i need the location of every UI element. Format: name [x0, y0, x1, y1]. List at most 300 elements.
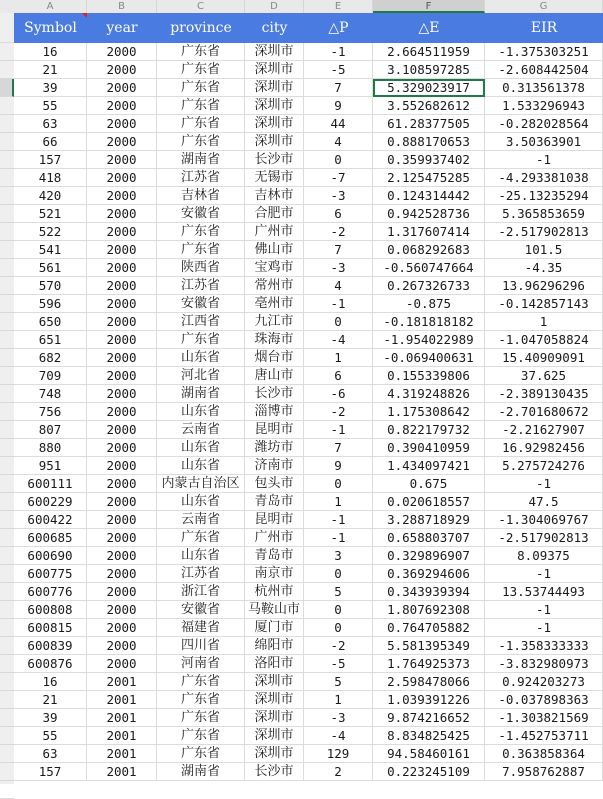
cell-year[interactable]: 2000 — [87, 43, 157, 61]
cell-year[interactable]: 2000 — [87, 385, 157, 403]
row-number[interactable] — [0, 151, 14, 169]
cell-delta-p[interactable]: 5 — [304, 583, 373, 601]
cell-city[interactable]: 深圳市 — [245, 691, 304, 709]
cell-symbol[interactable]: 55 — [14, 97, 87, 115]
cell-eir[interactable]: 13.53744493 — [485, 583, 603, 601]
cell-city[interactable]: 深圳市 — [245, 709, 304, 727]
cell-symbol[interactable]: 600229 — [14, 493, 87, 511]
cell-city[interactable]: 广州市 — [245, 529, 304, 547]
cell-eir[interactable]: -25.13235294 — [485, 187, 603, 205]
cell-delta-p[interactable]: 9 — [304, 97, 373, 115]
cell-city[interactable]: 洛阳市 — [245, 655, 304, 673]
cell-year[interactable]: 2001 — [87, 745, 157, 763]
select-all-corner[interactable] — [0, 0, 14, 13]
cell-year[interactable]: 2000 — [87, 457, 157, 475]
header-year[interactable]: year — [106, 20, 138, 36]
cell-province[interactable]: 广东省 — [157, 745, 245, 763]
cell-province[interactable]: 山东省 — [157, 439, 245, 457]
cell-eir[interactable]: -0.282028564 — [485, 115, 603, 133]
cell-city[interactable]: 包头市 — [245, 475, 304, 493]
cell-province[interactable]: 广东省 — [157, 691, 245, 709]
cell-symbol[interactable]: 600876 — [14, 655, 87, 673]
cell-delta-e[interactable]: 0.329896907 — [373, 547, 485, 565]
cell-province[interactable]: 山东省 — [157, 457, 245, 475]
cell-eir[interactable]: -4.293381038 — [485, 169, 603, 187]
cell-delta-p[interactable]: -6 — [304, 385, 373, 403]
cell-symbol[interactable]: 880 — [14, 439, 87, 457]
cell-symbol[interactable]: 650 — [14, 313, 87, 331]
column-letter-f[interactable]: F — [373, 0, 485, 13]
cell-province[interactable]: 四川省 — [157, 637, 245, 655]
cell-eir[interactable]: 7.958762887 — [485, 763, 603, 781]
cell-delta-e[interactable]: 3.552682612 — [373, 97, 485, 115]
cell-delta-p[interactable]: 1 — [304, 691, 373, 709]
cell-symbol[interactable]: 600690 — [14, 547, 87, 565]
cell-province[interactable]: 云南省 — [157, 421, 245, 439]
cell-eir[interactable]: -1.303821569 — [485, 709, 603, 727]
cell-symbol[interactable]: 39 — [14, 709, 87, 727]
cell-symbol[interactable]: 651 — [14, 331, 87, 349]
cell-symbol[interactable]: 951 — [14, 457, 87, 475]
cell-year[interactable]: 2000 — [87, 583, 157, 601]
cell-province[interactable]: 河北省 — [157, 367, 245, 385]
cell-eir[interactable]: 0.924203273 — [485, 673, 603, 691]
cell-eir[interactable]: -2.517902813 — [485, 223, 603, 241]
cell-eir[interactable]: 15.40909091 — [485, 349, 603, 367]
column-letter-a[interactable]: A — [14, 0, 87, 13]
cell-eir[interactable]: -2.21627907 — [485, 421, 603, 439]
cell-eir[interactable]: 0.363858364 — [485, 745, 603, 763]
cell-year[interactable]: 2000 — [87, 493, 157, 511]
cell-symbol[interactable]: 600776 — [14, 583, 87, 601]
header-delta-p[interactable]: △P — [328, 20, 349, 36]
cell-delta-p[interactable]: -5 — [304, 61, 373, 79]
cell-year[interactable]: 2000 — [87, 475, 157, 493]
cell-eir[interactable]: -0.142857143 — [485, 295, 603, 313]
row-number[interactable] — [0, 547, 14, 565]
cell-delta-e[interactable]: 8.834825425 — [373, 727, 485, 745]
cell-delta-p[interactable]: 2 — [304, 763, 373, 781]
cell-delta-e[interactable]: 61.28377505 — [373, 115, 485, 133]
cell-year[interactable]: 2000 — [87, 403, 157, 421]
cell-province[interactable]: 广东省 — [157, 331, 245, 349]
cell-eir[interactable]: -1.304069767 — [485, 511, 603, 529]
row-number[interactable] — [0, 61, 14, 79]
cell-province[interactable]: 广东省 — [157, 61, 245, 79]
cell-province[interactable]: 山东省 — [157, 349, 245, 367]
column-letter-e[interactable]: E — [304, 0, 373, 13]
cell-year[interactable]: 2000 — [87, 529, 157, 547]
cell-province[interactable]: 浙江省 — [157, 583, 245, 601]
cell-delta-e[interactable]: -0.181818182 — [373, 313, 485, 331]
cell-symbol[interactable]: 600111 — [14, 475, 87, 493]
cell-symbol[interactable]: 570 — [14, 277, 87, 295]
cell-symbol[interactable]: 521 — [14, 205, 87, 223]
cell-city[interactable]: 济南市 — [245, 457, 304, 475]
cell-eir[interactable]: 37.625 — [485, 367, 603, 385]
cell-province[interactable]: 广东省 — [157, 709, 245, 727]
row-number[interactable] — [0, 709, 14, 727]
row-number[interactable] — [0, 691, 14, 709]
cell-eir[interactable]: -2.517902813 — [485, 529, 603, 547]
row-number[interactable] — [0, 313, 14, 331]
cell-delta-e[interactable]: 0.359937402 — [373, 151, 485, 169]
cell-year[interactable]: 2000 — [87, 151, 157, 169]
row-number[interactable] — [0, 745, 14, 763]
cell-city[interactable]: 长沙市 — [245, 151, 304, 169]
row-number[interactable] — [0, 241, 14, 259]
cell-delta-p[interactable]: 0 — [304, 313, 373, 331]
cell-symbol[interactable]: 600775 — [14, 565, 87, 583]
row-number[interactable] — [0, 763, 14, 781]
cell-city[interactable]: 常州市 — [245, 277, 304, 295]
cell-eir[interactable]: 3.50363901 — [485, 133, 603, 151]
row-number[interactable] — [0, 13, 14, 43]
cell-province[interactable]: 山东省 — [157, 493, 245, 511]
cell-year[interactable]: 2000 — [87, 205, 157, 223]
cell-symbol[interactable]: 600839 — [14, 637, 87, 655]
cell-delta-p[interactable]: 4 — [304, 133, 373, 151]
cell-city[interactable]: 佛山市 — [245, 241, 304, 259]
cell-city[interactable]: 深圳市 — [245, 43, 304, 61]
cell-delta-e[interactable]: 0.369294606 — [373, 565, 485, 583]
cell-province[interactable]: 内蒙古自治区 — [157, 475, 245, 493]
cell-delta-e[interactable]: -1.954022989 — [373, 331, 485, 349]
row-number[interactable] — [0, 439, 14, 457]
cell-year[interactable]: 2000 — [87, 277, 157, 295]
cell-delta-e[interactable]: 1.039391226 — [373, 691, 485, 709]
cell-delta-p[interactable]: -1 — [304, 421, 373, 439]
cell-symbol[interactable]: 522 — [14, 223, 87, 241]
cell-delta-e[interactable]: 3.108597285 — [373, 61, 485, 79]
cell-province[interactable]: 广东省 — [157, 727, 245, 745]
cell-delta-p[interactable]: -2 — [304, 223, 373, 241]
cell-symbol[interactable]: 600815 — [14, 619, 87, 637]
cell-city[interactable]: 青岛市 — [245, 493, 304, 511]
cell-delta-e[interactable]: 2.598478066 — [373, 673, 485, 691]
cell-delta-e[interactable]: 0.267326733 — [373, 277, 485, 295]
cell-eir[interactable]: -2.701680672 — [485, 403, 603, 421]
cell-year[interactable]: 2000 — [87, 565, 157, 583]
cell-year[interactable]: 2000 — [87, 223, 157, 241]
cell-eir[interactable]: 1 — [485, 313, 603, 331]
cell-province[interactable]: 安徽省 — [157, 601, 245, 619]
cell-city[interactable]: 深圳市 — [245, 727, 304, 745]
cell-province[interactable]: 广东省 — [157, 223, 245, 241]
cell-symbol[interactable]: 541 — [14, 241, 87, 259]
cell-delta-p[interactable]: -4 — [304, 331, 373, 349]
cell-city[interactable]: 深圳市 — [245, 115, 304, 133]
header-symbol[interactable]: Symbol — [24, 20, 77, 36]
cell-delta-p[interactable]: 7 — [304, 439, 373, 457]
cell-city[interactable]: 亳州市 — [245, 295, 304, 313]
cell-delta-e[interactable]: 0.675 — [373, 475, 485, 493]
cell-delta-p[interactable]: 6 — [304, 367, 373, 385]
cell-symbol[interactable]: 63 — [14, 115, 87, 133]
cell-symbol[interactable]: 600685 — [14, 529, 87, 547]
cell-delta-p[interactable]: 0 — [304, 151, 373, 169]
cell-delta-p[interactable]: -2 — [304, 637, 373, 655]
cell-delta-p[interactable]: -7 — [304, 169, 373, 187]
cell-delta-p[interactable]: -4 — [304, 727, 373, 745]
cell-city[interactable]: 深圳市 — [245, 673, 304, 691]
row-number[interactable] — [0, 457, 14, 475]
cell-year[interactable]: 2000 — [87, 439, 157, 457]
cell-delta-e[interactable]: 5.581395349 — [373, 637, 485, 655]
cell-delta-e[interactable]: -0.875 — [373, 295, 485, 313]
cell-symbol[interactable]: 21 — [14, 61, 87, 79]
cell-delta-e[interactable]: 0.020618557 — [373, 493, 485, 511]
header-delta-e[interactable]: △E — [418, 20, 440, 36]
cell-eir[interactable]: -2.608442504 — [485, 61, 603, 79]
row-number[interactable] — [0, 385, 14, 403]
cell-delta-e[interactable]: 3.288718929 — [373, 511, 485, 529]
cell-province[interactable]: 湖南省 — [157, 763, 245, 781]
row-number[interactable] — [0, 169, 14, 187]
cell-eir[interactable]: 8.09375 — [485, 547, 603, 565]
cell-delta-p[interactable]: 1 — [304, 349, 373, 367]
cell-delta-p[interactable]: 1 — [304, 493, 373, 511]
cell-year[interactable]: 2000 — [87, 601, 157, 619]
cell-delta-e[interactable]: -0.069400631 — [373, 349, 485, 367]
cell-eir[interactable]: -1.375303251 — [485, 43, 603, 61]
cell-delta-p[interactable]: 3 — [304, 547, 373, 565]
row-number[interactable] — [0, 619, 14, 637]
cell-province[interactable]: 广东省 — [157, 673, 245, 691]
row-number[interactable] — [0, 43, 14, 61]
cell-province[interactable]: 陕西省 — [157, 259, 245, 277]
cell-year[interactable]: 2000 — [87, 295, 157, 313]
cell-city[interactable]: 唐山市 — [245, 367, 304, 385]
cell-delta-p[interactable]: -3 — [304, 709, 373, 727]
cell-year[interactable]: 2001 — [87, 673, 157, 691]
cell-year[interactable]: 2000 — [87, 79, 157, 97]
cell-symbol[interactable]: 39 — [14, 79, 87, 97]
row-number[interactable] — [0, 259, 14, 277]
row-number[interactable] — [0, 493, 14, 511]
cell-delta-p[interactable]: 0 — [304, 565, 373, 583]
row-number[interactable] — [0, 565, 14, 583]
row-number[interactable] — [0, 187, 14, 205]
cell-eir[interactable]: 5.275724276 — [485, 457, 603, 475]
cell-year[interactable]: 2000 — [87, 259, 157, 277]
cell-delta-e[interactable]: 0.155339806 — [373, 367, 485, 385]
cell-symbol[interactable]: 157 — [14, 151, 87, 169]
row-number[interactable] — [0, 673, 14, 691]
cell-year[interactable]: 2001 — [87, 727, 157, 745]
cell-delta-p[interactable]: 5 — [304, 673, 373, 691]
cell-province[interactable]: 安徽省 — [157, 205, 245, 223]
column-letter-b[interactable]: B — [87, 0, 157, 13]
cell-delta-e[interactable]: 0.942528736 — [373, 205, 485, 223]
cell-city[interactable]: 昆明市 — [245, 511, 304, 529]
cell-province[interactable]: 广东省 — [157, 79, 245, 97]
cell-city[interactable]: 南京市 — [245, 565, 304, 583]
cell-eir[interactable]: -1 — [485, 475, 603, 493]
cell-city[interactable]: 深圳市 — [245, 133, 304, 151]
cell-delta-p[interactable]: -1 — [304, 43, 373, 61]
row-number[interactable] — [0, 331, 14, 349]
cell-city[interactable]: 昆明市 — [245, 421, 304, 439]
cell-year[interactable]: 2001 — [87, 763, 157, 781]
cell-city[interactable]: 深圳市 — [245, 79, 304, 97]
cell-delta-p[interactable]: 6 — [304, 205, 373, 223]
cell-delta-e[interactable]: 0.764705882 — [373, 619, 485, 637]
cell-province[interactable]: 山东省 — [157, 403, 245, 421]
cell-delta-p[interactable]: 9 — [304, 457, 373, 475]
cell-eir[interactable]: -2.389130435 — [485, 385, 603, 403]
cell-province[interactable]: 广东省 — [157, 115, 245, 133]
row-number[interactable] — [0, 367, 14, 385]
cell-city[interactable]: 深圳市 — [245, 97, 304, 115]
cell-symbol[interactable]: 157 — [14, 763, 87, 781]
row-number[interactable] — [0, 403, 14, 421]
cell-province[interactable]: 湖南省 — [157, 151, 245, 169]
column-letter-c[interactable]: C — [157, 0, 245, 13]
cell-symbol[interactable]: 418 — [14, 169, 87, 187]
cell-city[interactable]: 广州市 — [245, 223, 304, 241]
cell-province[interactable]: 福建省 — [157, 619, 245, 637]
cell-symbol[interactable]: 600808 — [14, 601, 87, 619]
cell-eir[interactable]: -1 — [485, 601, 603, 619]
cell-city[interactable]: 深圳市 — [245, 61, 304, 79]
cell-delta-p[interactable]: 0 — [304, 619, 373, 637]
cell-year[interactable]: 2000 — [87, 133, 157, 151]
cell-year[interactable]: 2000 — [87, 187, 157, 205]
cell-year[interactable]: 2000 — [87, 637, 157, 655]
cell-province[interactable]: 河南省 — [157, 655, 245, 673]
cell-year[interactable]: 2000 — [87, 511, 157, 529]
cell-city[interactable]: 九江市 — [245, 313, 304, 331]
cell-delta-e[interactable]: 0.068292683 — [373, 241, 485, 259]
cell-city[interactable]: 合肥市 — [245, 205, 304, 223]
cell-delta-p[interactable]: -1 — [304, 295, 373, 313]
cell-province[interactable]: 江苏省 — [157, 169, 245, 187]
cell-city[interactable]: 绵阳市 — [245, 637, 304, 655]
column-letter-d[interactable]: D — [245, 0, 304, 13]
cell-province[interactable]: 安徽省 — [157, 295, 245, 313]
cell-symbol[interactable]: 748 — [14, 385, 87, 403]
cell-eir[interactable]: 5.365853659 — [485, 205, 603, 223]
cell-delta-p[interactable]: -2 — [304, 403, 373, 421]
cell-year[interactable]: 2001 — [87, 691, 157, 709]
cell-province[interactable]: 广东省 — [157, 241, 245, 259]
row-number[interactable] — [0, 277, 14, 295]
row-number[interactable] — [0, 115, 14, 133]
cell-symbol[interactable]: 709 — [14, 367, 87, 385]
cell-city[interactable]: 无锡市 — [245, 169, 304, 187]
cell-delta-p[interactable]: 44 — [304, 115, 373, 133]
cell-city[interactable]: 宝鸡市 — [245, 259, 304, 277]
cell-symbol[interactable]: 21 — [14, 691, 87, 709]
cell-eir[interactable]: -1.452753711 — [485, 727, 603, 745]
cell-eir[interactable]: -1.358333333 — [485, 637, 603, 655]
row-number[interactable] — [0, 601, 14, 619]
cell-symbol[interactable]: 600422 — [14, 511, 87, 529]
cell-province[interactable]: 江西省 — [157, 313, 245, 331]
cell-delta-e[interactable]: 1.807692308 — [373, 601, 485, 619]
cell-symbol[interactable]: 55 — [14, 727, 87, 745]
cell-delta-e[interactable]: 9.874216652 — [373, 709, 485, 727]
row-number[interactable] — [0, 727, 14, 745]
cell-eir[interactable]: -1.047058824 — [485, 331, 603, 349]
cell-eir[interactable]: -4.35 — [485, 259, 603, 277]
cell-delta-e[interactable]: 0.223245109 — [373, 763, 485, 781]
cell-symbol[interactable]: 16 — [14, 43, 87, 61]
cell-province[interactable]: 云南省 — [157, 511, 245, 529]
row-number[interactable] — [0, 349, 14, 367]
cell-eir[interactable]: -1 — [485, 151, 603, 169]
cell-symbol[interactable]: 561 — [14, 259, 87, 277]
cell-city[interactable]: 珠海市 — [245, 331, 304, 349]
cell-province[interactable]: 山东省 — [157, 547, 245, 565]
cell-city[interactable]: 深圳市 — [245, 745, 304, 763]
cell-delta-e[interactable]: 0.390410959 — [373, 439, 485, 457]
cell-year[interactable]: 2000 — [87, 313, 157, 331]
cell-year[interactable]: 2000 — [87, 241, 157, 259]
cell-delta-e[interactable]: 1.764925373 — [373, 655, 485, 673]
cell-eir[interactable]: -0.037898363 — [485, 691, 603, 709]
cell-symbol[interactable]: 66 — [14, 133, 87, 151]
cell-year[interactable]: 2000 — [87, 367, 157, 385]
cell-eir[interactable]: -3.832980973 — [485, 655, 603, 673]
cell-delta-e[interactable]: -0.560747664 — [373, 259, 485, 277]
cell-delta-e[interactable]: 5.329023917 — [373, 79, 485, 97]
cell-delta-e[interactable]: 4.319248826 — [373, 385, 485, 403]
cell-year[interactable]: 2000 — [87, 655, 157, 673]
cell-delta-p[interactable]: 0 — [304, 475, 373, 493]
row-number[interactable] — [0, 79, 14, 97]
header-province[interactable]: province — [170, 20, 232, 36]
cell-eir[interactable]: 13.96296296 — [485, 277, 603, 295]
cell-delta-e[interactable]: 2.664511959 — [373, 43, 485, 61]
cell-delta-p[interactable]: 7 — [304, 79, 373, 97]
cell-city[interactable]: 淄博市 — [245, 403, 304, 421]
cell-year[interactable]: 2000 — [87, 331, 157, 349]
cell-delta-p[interactable]: -3 — [304, 187, 373, 205]
row-number[interactable] — [0, 583, 14, 601]
cell-delta-e[interactable]: 2.125475285 — [373, 169, 485, 187]
cell-symbol[interactable]: 16 — [14, 673, 87, 691]
cell-province[interactable]: 江苏省 — [157, 277, 245, 295]
cell-year[interactable]: 2000 — [87, 421, 157, 439]
cell-delta-e[interactable]: 0.124314442 — [373, 187, 485, 205]
cell-symbol[interactable]: 420 — [14, 187, 87, 205]
cell-delta-p[interactable]: 4 — [304, 277, 373, 295]
cell-delta-e[interactable]: 0.822179732 — [373, 421, 485, 439]
cell-eir[interactable]: 0.313561378 — [485, 79, 603, 97]
cell-delta-p[interactable]: 7 — [304, 241, 373, 259]
cell-province[interactable]: 广东省 — [157, 133, 245, 151]
row-number[interactable] — [0, 511, 14, 529]
cell-eir[interactable]: -1 — [485, 565, 603, 583]
cell-province[interactable]: 江苏省 — [157, 565, 245, 583]
cell-delta-e[interactable]: 0.888170653 — [373, 133, 485, 151]
cell-delta-p[interactable]: -1 — [304, 529, 373, 547]
cell-delta-p[interactable]: -1 — [304, 511, 373, 529]
cell-symbol[interactable]: 596 — [14, 295, 87, 313]
cell-delta-e[interactable]: 94.58460161 — [373, 745, 485, 763]
cell-delta-e[interactable]: 1.434097421 — [373, 457, 485, 475]
cell-city[interactable]: 长沙市 — [245, 385, 304, 403]
row-number[interactable] — [0, 475, 14, 493]
row-number[interactable] — [0, 655, 14, 673]
cell-province[interactable]: 广东省 — [157, 97, 245, 115]
cell-delta-e[interactable]: 0.658803707 — [373, 529, 485, 547]
cell-city[interactable]: 潍坊市 — [245, 439, 304, 457]
cell-symbol[interactable]: 807 — [14, 421, 87, 439]
cell-delta-p[interactable]: -5 — [304, 655, 373, 673]
